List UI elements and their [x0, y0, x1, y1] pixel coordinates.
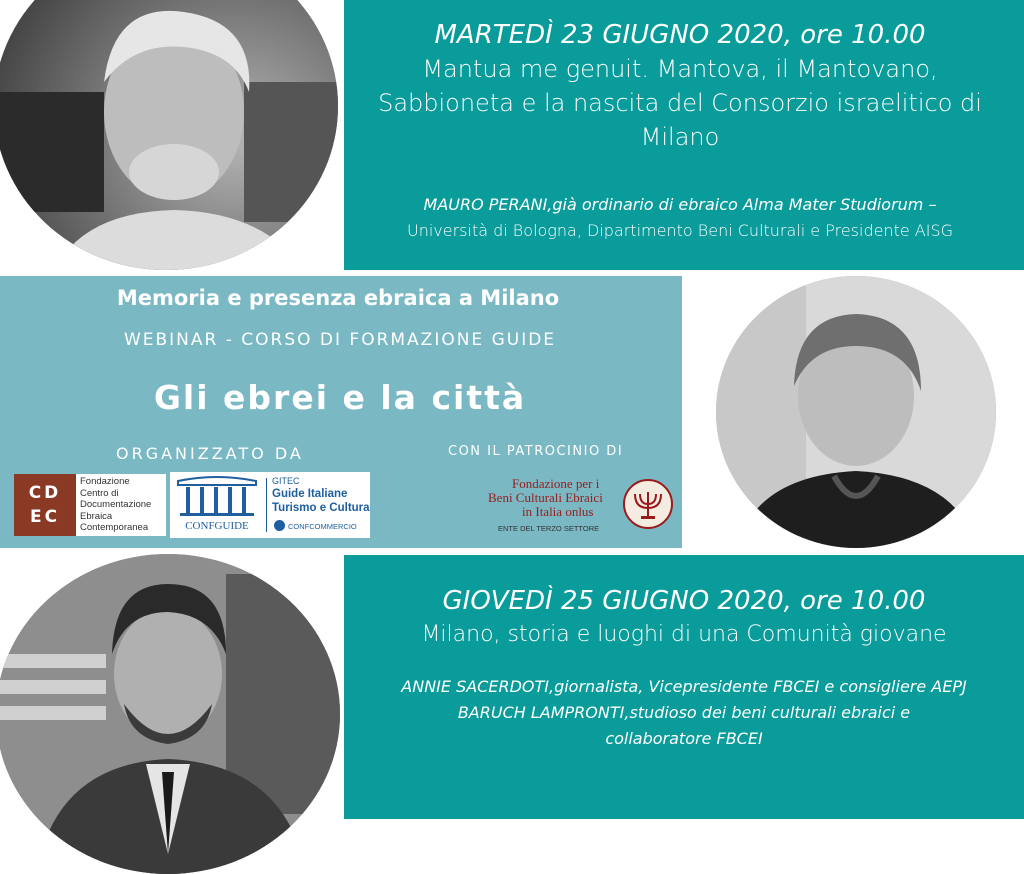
cdec-letters-bottom: EC [29, 507, 61, 527]
cdec-text-5: Contemporanea [80, 522, 149, 533]
course-headline: Memoria e presenza ebraica a Milano [116, 286, 560, 310]
event2-text [344, 584, 1024, 752]
confguide-name: CONFGUIDE [185, 520, 249, 532]
gitec-line2: Turismo e Cultura [272, 502, 370, 514]
gitec-line1: Guide Italiane [272, 488, 348, 500]
event2-speaker-line2: BARUCH LAMPRONTI,studioso dei beni culturali ebraici e [457, 703, 911, 722]
event1-speaker-line2: Università di Bologna, Dipartimento Beni Culturali e Presidente AISG [406, 221, 953, 240]
event1-title-line2: Sabbioneta e la nascita del Consorzio israelitico di [378, 89, 982, 117]
speaker-photo-mauro-perani [0, 0, 338, 270]
fbcei-line2: Beni Culturali Ebraici [488, 490, 603, 505]
confcommercio-icon [274, 520, 285, 531]
cdec-text-2: Centro di [80, 487, 119, 499]
event2-speaker-line3: collaboratore FBCEI [605, 729, 763, 748]
patronage-label: CON IL PATROCINIO DI [448, 444, 624, 459]
confguide-logo [170, 472, 370, 538]
cdec-text-1: Fondazione [80, 476, 130, 487]
confcommercio-label: CONFCOMMERCIO [288, 522, 357, 531]
fbcei-logo [440, 472, 678, 538]
course-title: Gli ebrei e la città [153, 378, 527, 417]
portrait-man-grey-hair [0, 0, 338, 270]
column-icon [172, 475, 262, 519]
fbcei-line4: ENTE DEL TERZO SETTORE [498, 524, 600, 533]
gitec-label: GITEC [272, 476, 300, 486]
cdec-text-4: Ebraica [80, 510, 113, 522]
event1-title-line3: Milano [640, 123, 720, 151]
confguide-divider [266, 478, 267, 532]
event1-speaker-line1: MAURO PERANI,già ordinario di ebraico Alma Mater Studiorum – [423, 195, 937, 214]
cdec-text [80, 476, 151, 534]
event2-speaker-line1: ANNIE SACERDOTI,giornalista, Vicepresidente FBCEI e consigliere AEPJ [401, 677, 967, 696]
event1-date: MARTEDÌ 23 GIUGNO 2020, ore 10.00 [434, 20, 926, 50]
cdec-logo [14, 474, 166, 536]
event1-text [360, 18, 1000, 244]
portrait-young-man [0, 554, 340, 874]
cdec-text-3: Documentazione [80, 499, 152, 510]
organized-label: ORGANIZZATO DA [116, 444, 304, 463]
speaker-photo-annie-sacerdoti [716, 276, 996, 548]
fbcei-line3: in Italia onlus [522, 504, 594, 519]
fbcei-line1: Fondazione per i [512, 476, 600, 491]
course-subtitle: WEBINAR - CORSO DI FORMAZIONE GUIDE [123, 330, 557, 350]
event1-title-line1: Mantua me genuit. Mantova, il Mantovano, [422, 55, 938, 83]
cdec-letters-top: CD [28, 483, 62, 503]
event2-title: Milano, storia e luoghi di una Comunità giovane [421, 622, 947, 647]
portrait-woman [716, 276, 996, 548]
menorah-seal-icon [622, 478, 674, 530]
speaker-photo-baruch-lampronti [0, 554, 340, 874]
event2-date: GIOVEDÌ 25 GIUGNO 2020, ore 10.00 [442, 586, 926, 616]
cdec-monogram [14, 474, 76, 536]
